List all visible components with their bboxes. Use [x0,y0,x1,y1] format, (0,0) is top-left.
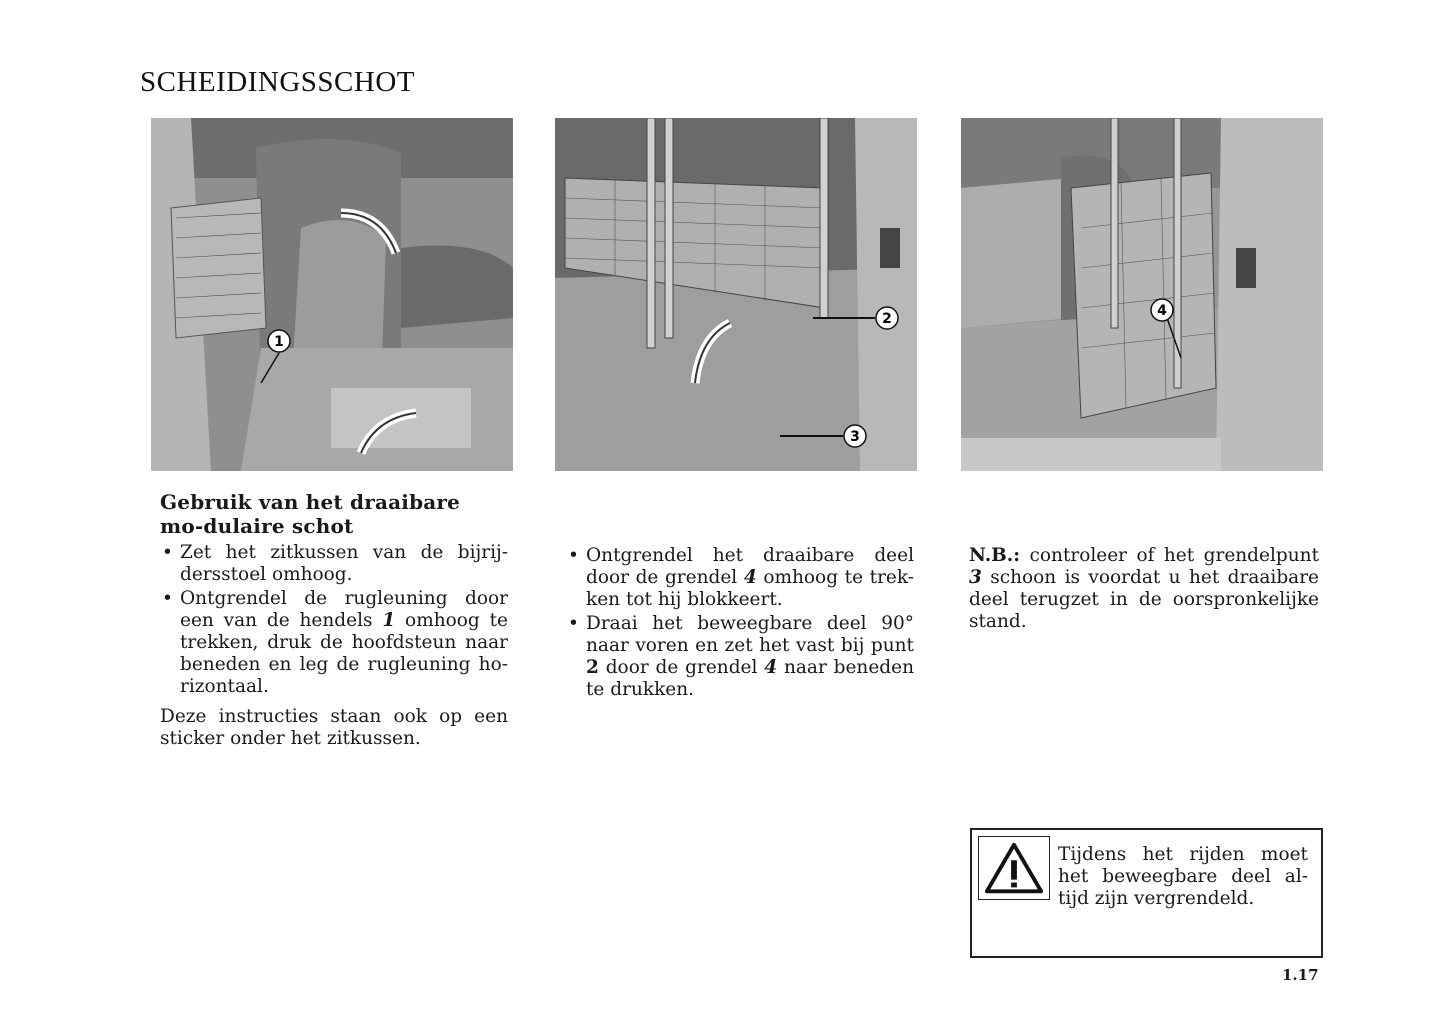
nb-note: N.B.: controleer of het grendelpunt 3 schoon is voordat u het draaibare deel terugzet in de oorspronkelijke stand. [969,545,1319,632]
ref-number: 3 [969,567,982,588]
callout-4: 4 [1157,303,1167,319]
ref-number: 1 [382,610,396,631]
figure-partition-latch-photo [961,118,1323,471]
nb-label: N.B.: [969,545,1021,566]
list-item: • Zet het zitkussen van de bijrij-dersstoel omhoog. [160,542,508,586]
ref-number: 4 [743,567,757,588]
ref-number: 2 [586,657,599,678]
callout-3: 3 [850,429,860,445]
warning-box [970,828,1323,958]
page-number: 1.17 [1282,966,1319,984]
callout-1: 1 [274,334,284,350]
sticker-note: Deze instructies staan ook op een sticker onder het zitkussen. [160,706,508,749]
list-item: • Ontgrendel het draaibare deel door de grendel 4 omhoog te trek-ken tot hij blokkeert. [566,545,914,611]
figure-partition-net-photo [555,118,917,471]
instruction-list-1 [160,542,508,698]
instructions-column-2 [566,545,914,703]
list-item: • Draai het beweegbare deel 90° naar voren en zet het vast bij punt 2 door de grendel 4 naar beneden te drukken. [566,613,914,701]
figure-seat-backrest-photo [151,118,513,471]
instruction-list-2 [566,545,914,701]
instructions-column-1 [160,490,508,750]
ref-number: 4 [764,657,778,678]
warning-text: Tijdens het rijden moet het beweegbare deel al-tijd zijn vergrendeld. [1058,844,1308,909]
instructions-column-3 [969,545,1319,633]
callout-2: 2 [882,311,892,327]
section-heading: Gebruik van het draaibare mo-dulaire schot [160,490,461,538]
warning-triangle-icon [978,836,1050,900]
page-title: SCHEIDINGSSCHOT [140,66,415,98]
list-item: • Ontgrendel de rugleuning door een van de hendels 1 omhoog te trekken, druk de hoofdsteun naar beneden en leg de rugleuning ho-rizontaal. [160,588,508,698]
